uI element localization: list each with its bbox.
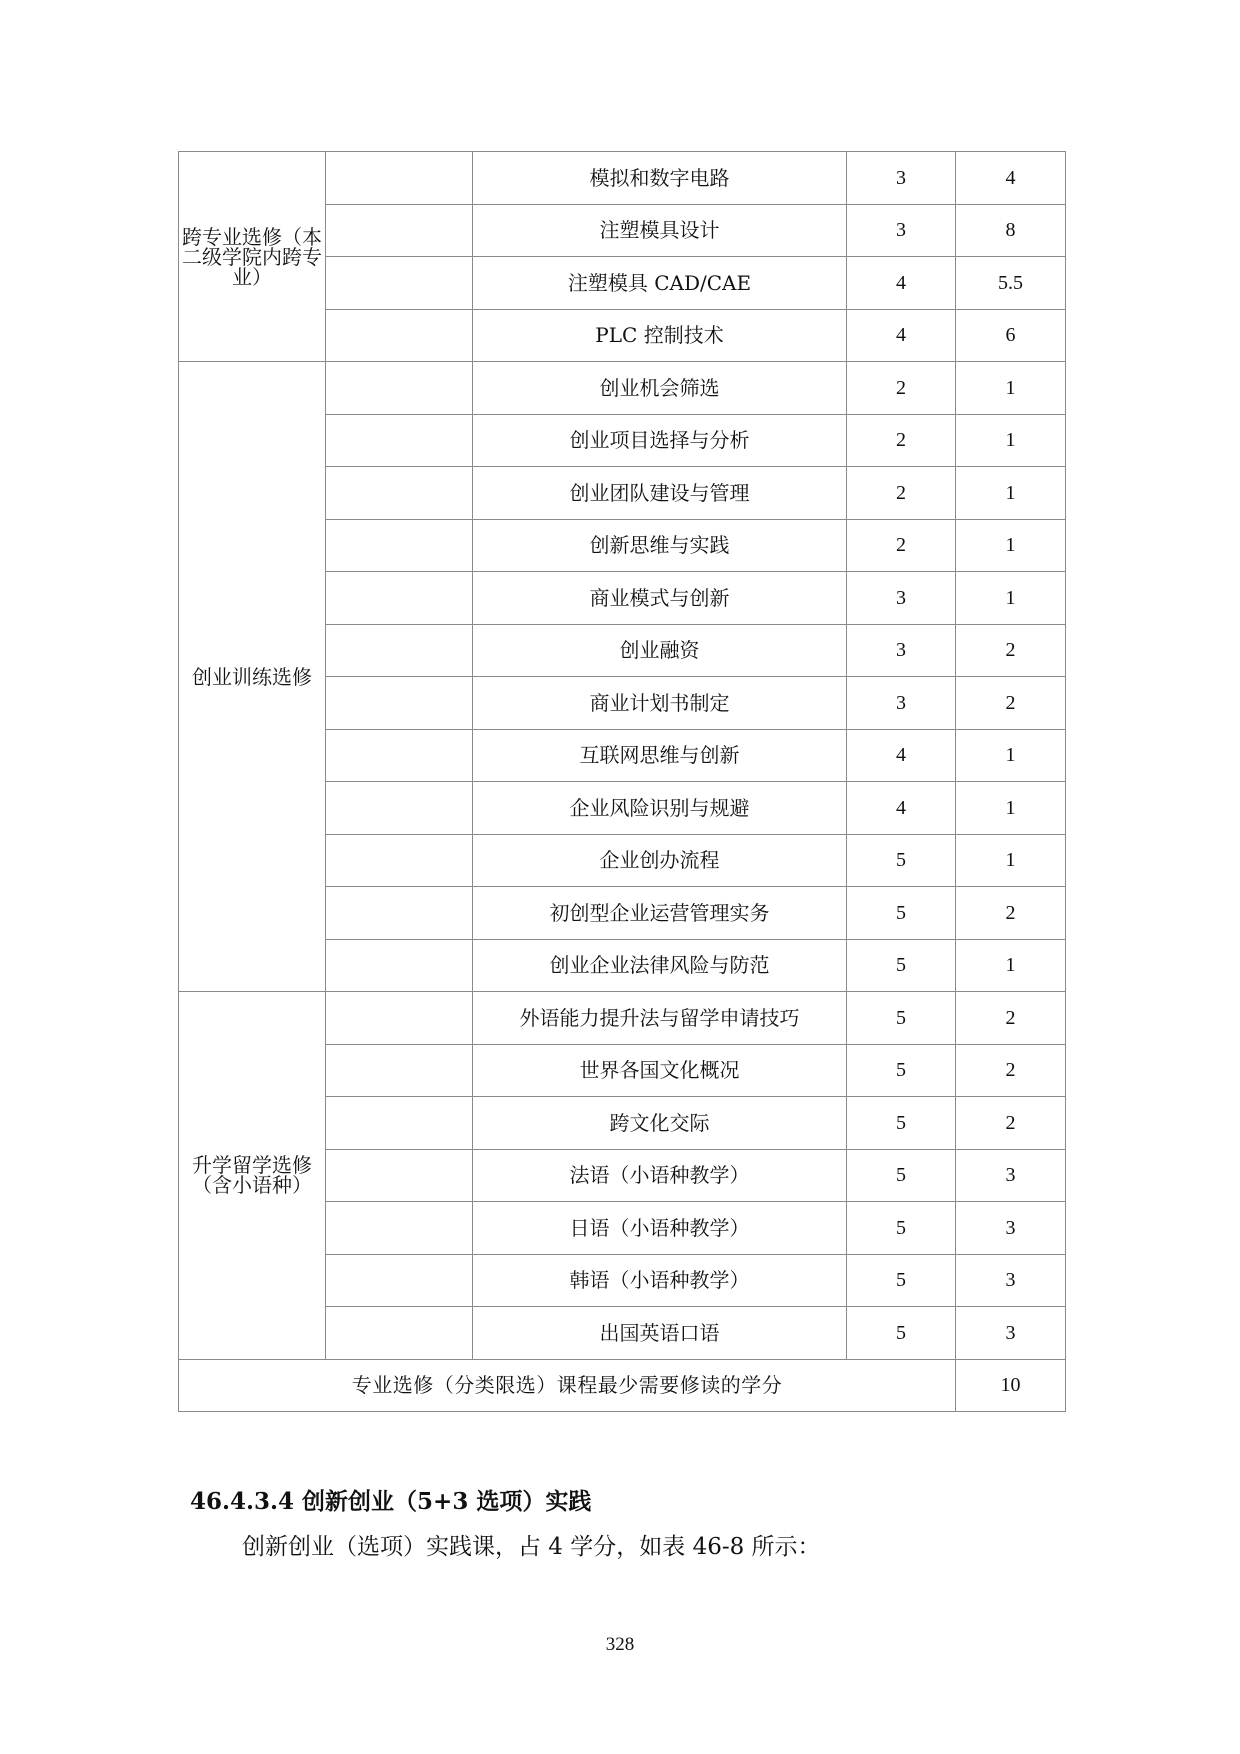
- semester-cell: 5: [847, 1202, 956, 1255]
- empty-cell: [326, 939, 473, 992]
- semester-cell: 3: [847, 677, 956, 730]
- credits-cell: 2: [956, 1097, 1066, 1150]
- course-name-cell: 创新思维与实践: [473, 519, 847, 572]
- credits-cell: 3: [956, 1149, 1066, 1202]
- empty-cell: [326, 1307, 473, 1360]
- course-name-cell: 初创型企业运营管理实务: [473, 887, 847, 940]
- semester-cell: 2: [847, 414, 956, 467]
- semester-cell: 3: [847, 152, 956, 205]
- empty-cell: [326, 1044, 473, 1097]
- course-name-cell: 法语（小语种教学）: [473, 1149, 847, 1202]
- table-row: [179, 992, 1066, 1045]
- course-name-cell: 互联网思维与创新: [473, 729, 847, 782]
- empty-cell: [326, 519, 473, 572]
- course-name-cell: 创业企业法律风险与防范: [473, 939, 847, 992]
- semester-cell: 3: [847, 572, 956, 625]
- credits-cell: 3: [956, 1202, 1066, 1255]
- credits-cell: 2: [956, 624, 1066, 677]
- semester-cell: 4: [847, 782, 956, 835]
- summary-label: 专业选修（分类限选）课程最少需要修读的学分: [179, 1359, 956, 1412]
- page-number: 328: [605, 1634, 635, 1655]
- credits-cell: 1: [956, 729, 1066, 782]
- empty-cell: [326, 834, 473, 887]
- semester-cell: 5: [847, 939, 956, 992]
- semester-cell: 4: [847, 257, 956, 310]
- course-name-cell: 企业创办流程: [473, 834, 847, 887]
- credits-cell: 1: [956, 519, 1066, 572]
- category-cell: 升学留学选修（含小语种）: [179, 992, 326, 1360]
- course-name-cell: 创业机会筛选: [473, 362, 847, 415]
- semester-cell: 3: [847, 204, 956, 257]
- semester-cell: 5: [847, 1097, 956, 1150]
- empty-cell: [326, 1097, 473, 1150]
- category-cell: 创业训练选修: [179, 362, 326, 992]
- course-table-body: [179, 152, 1066, 1412]
- credits-cell: 2: [956, 992, 1066, 1045]
- empty-cell: [326, 572, 473, 625]
- empty-cell: [326, 152, 473, 205]
- semester-cell: 5: [847, 1044, 956, 1097]
- empty-cell: [326, 257, 473, 310]
- credits-cell: 4: [956, 152, 1066, 205]
- course-name-cell: 跨文化交际: [473, 1097, 847, 1150]
- credits-cell: 1: [956, 782, 1066, 835]
- semester-cell: 5: [847, 834, 956, 887]
- empty-cell: [326, 467, 473, 520]
- course-name-cell: 韩语（小语种教学）: [473, 1254, 847, 1307]
- course-name-cell: 商业计划书制定: [473, 677, 847, 730]
- empty-cell: [326, 729, 473, 782]
- credits-cell: 1: [956, 572, 1066, 625]
- credits-cell: 5.5: [956, 257, 1066, 310]
- credits-cell: 8: [956, 204, 1066, 257]
- course-name-cell: 企业风险识别与规避: [473, 782, 847, 835]
- semester-cell: 2: [847, 519, 956, 572]
- summary-row: [179, 1359, 1066, 1412]
- course-table: [178, 151, 1066, 1412]
- credits-cell: 1: [956, 939, 1066, 992]
- credits-cell: 1: [956, 414, 1066, 467]
- summary-value: 10: [956, 1359, 1066, 1412]
- semester-cell: 5: [847, 887, 956, 940]
- course-name-cell: 创业团队建设与管理: [473, 467, 847, 520]
- category-cell: 跨专业选修（本二级学院内跨专业）: [179, 152, 326, 362]
- course-name-cell: 外语能力提升法与留学申请技巧: [473, 992, 847, 1045]
- course-name-cell: 创业项目选择与分析: [473, 414, 847, 467]
- course-name-cell: 注塑模具 CAD/CAE: [473, 257, 847, 310]
- course-name-cell: PLC 控制技术: [473, 309, 847, 362]
- section-body-text: 创新创业（选项）实践课，占 4 学分，如表 46-8 所示：: [242, 1534, 821, 1560]
- credits-cell: 1: [956, 467, 1066, 520]
- empty-cell: [326, 677, 473, 730]
- credits-cell: 6: [956, 309, 1066, 362]
- semester-cell: 4: [847, 309, 956, 362]
- empty-cell: [326, 887, 473, 940]
- course-name-cell: 日语（小语种教学）: [473, 1202, 847, 1255]
- empty-cell: [326, 362, 473, 415]
- credits-cell: 3: [956, 1254, 1066, 1307]
- course-name-cell: 世界各国文化概况: [473, 1044, 847, 1097]
- semester-cell: 3: [847, 624, 956, 677]
- empty-cell: [326, 309, 473, 362]
- semester-cell: 4: [847, 729, 956, 782]
- empty-cell: [326, 1149, 473, 1202]
- empty-cell: [326, 204, 473, 257]
- empty-cell: [326, 414, 473, 467]
- credits-cell: 1: [956, 362, 1066, 415]
- course-name-cell: 出国英语口语: [473, 1307, 847, 1360]
- credits-cell: 3: [956, 1307, 1066, 1360]
- course-name-cell: 模拟和数字电路: [473, 152, 847, 205]
- credits-cell: 2: [956, 887, 1066, 940]
- credits-cell: 1: [956, 834, 1066, 887]
- semester-cell: 5: [847, 1254, 956, 1307]
- course-name-cell: 商业模式与创新: [473, 572, 847, 625]
- empty-cell: [326, 624, 473, 677]
- course-name-cell: 创业融资: [473, 624, 847, 677]
- empty-cell: [326, 782, 473, 835]
- semester-cell: 5: [847, 992, 956, 1045]
- empty-cell: [326, 992, 473, 1045]
- empty-cell: [326, 1202, 473, 1255]
- semester-cell: 5: [847, 1149, 956, 1202]
- semester-cell: 5: [847, 1307, 956, 1360]
- credits-cell: 2: [956, 1044, 1066, 1097]
- course-name-cell: 注塑模具设计: [473, 204, 847, 257]
- empty-cell: [326, 1254, 473, 1307]
- semester-cell: 2: [847, 467, 956, 520]
- credits-cell: 2: [956, 677, 1066, 730]
- table-row: [179, 362, 1066, 415]
- semester-cell: 2: [847, 362, 956, 415]
- section-heading: 46.4.3.4 创新创业（5+3 选项）实践: [190, 1488, 592, 1515]
- table-row: [179, 152, 1066, 205]
